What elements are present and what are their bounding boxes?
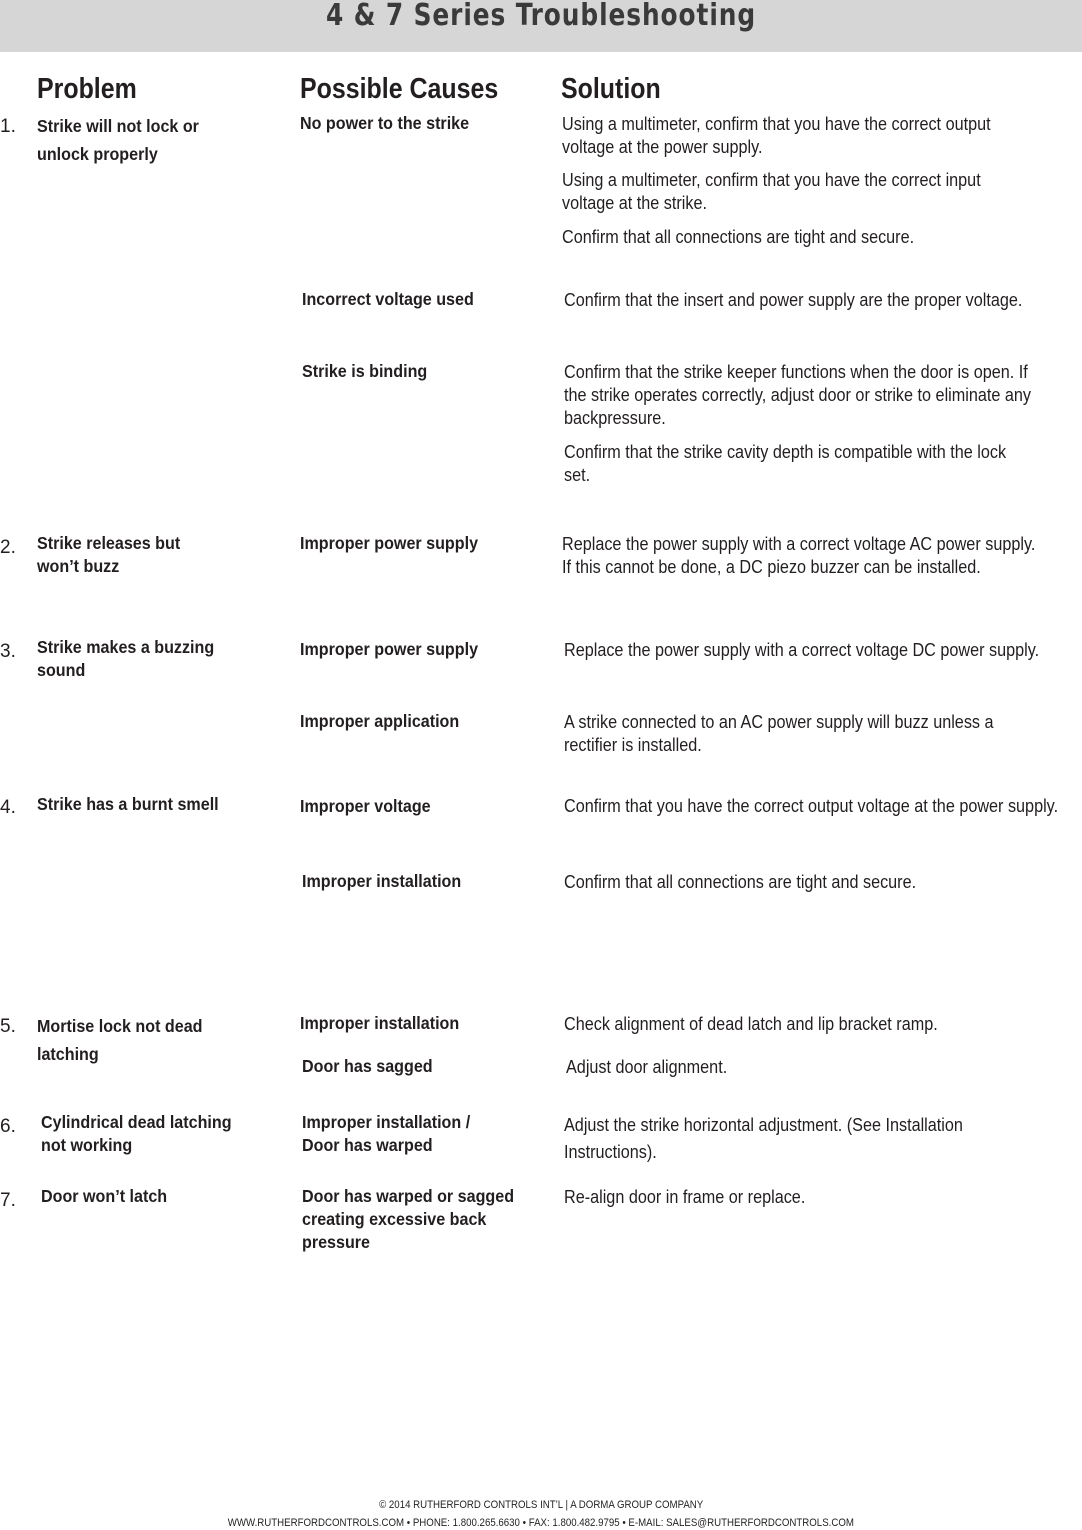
- row-1-solution-3a: Confirm that the strike keeper functions when the door is open. If the strike operates correctly, adjust door or strike to eliminate any backpressure.: [564, 362, 1032, 428]
- row-1-problem: Strike will not lock or unlock properly: [37, 116, 199, 164]
- row-4-solution-2: Confirm that all connections are tight and secure.: [564, 872, 917, 892]
- header-solution: Solution: [561, 73, 661, 105]
- row-2-solution: Replace the power supply with a correct voltage AC power supply. If this cannot be done, a DC piezo buzzer can be installed.: [562, 534, 1036, 577]
- row-3-cause-1: Improper power supply: [300, 639, 479, 659]
- row-4-problem: Strike has a burnt smell: [37, 794, 219, 814]
- row-1-number: 1.: [0, 116, 16, 137]
- row-3-solution-1: Replace the power supply with a correct voltage DC power supply.: [564, 640, 1040, 660]
- row-1-cause-2: Incorrect voltage used: [302, 289, 474, 309]
- row-3-number: 3.: [0, 641, 16, 662]
- row-5-cause-1: Improper installation: [300, 1013, 460, 1033]
- header-problem: Problem: [37, 73, 137, 105]
- footer-copyright: © 2014 RUTHERFORD CONTROLS INT’L | A DORMA GROUP COMPANY: [378, 1499, 704, 1511]
- row-4-cause-1: Improper voltage: [300, 796, 431, 816]
- row-5-solution-1: Check alignment of dead latch and lip bracket ramp.: [564, 1014, 938, 1034]
- row-3-problem: Strike makes a buzzing sound: [37, 637, 215, 680]
- row-4-cause-2: Improper installation: [302, 871, 462, 891]
- row-3-cause-2: Improper application: [300, 711, 460, 731]
- row-7-cause: Door has warped or sagged creating excessive back pressure: [302, 1186, 515, 1252]
- row-6-cause: Improper installation / Door has warped: [302, 1112, 471, 1155]
- row-5-problem: Mortise lock not dead latching: [37, 1016, 203, 1064]
- row-7-solution: Re-align door in frame or replace.: [564, 1187, 806, 1207]
- row-4-number: 4.: [0, 797, 16, 818]
- row-1-solution-1a: Using a multimeter, confirm that you have the correct output voltage at the power supply.: [562, 114, 991, 157]
- row-7-problem: Door won’t latch: [41, 1186, 168, 1206]
- header-possible-causes: Possible Causes: [300, 73, 499, 105]
- page-title: 4 & 7 Series Troubleshooting: [325, 0, 757, 33]
- row-5-cause-2: Door has sagged: [302, 1056, 433, 1076]
- row-1-solution-1c: Confirm that all connections are tight and secure.: [562, 227, 915, 247]
- row-1-cause-3: Strike is binding: [302, 361, 428, 381]
- row-1-solution-1b: Using a multimeter, confirm that you have the correct input voltage at the strike.: [562, 170, 981, 213]
- title-banner: [0, 0, 1082, 52]
- row-2-problem: Strike releases but won’t buzz: [37, 533, 181, 576]
- row-7-number: 7.: [0, 1190, 16, 1211]
- row-2-number: 2.: [0, 537, 16, 558]
- row-6-solution: Adjust the strike horizontal adjustment. (See Installation Instructions).: [564, 1115, 963, 1162]
- row-2-cause: Improper power supply: [300, 533, 479, 553]
- row-5-solution-2: Adjust door alignment.: [566, 1057, 728, 1077]
- row-1-solution-2: Confirm that the insert and power supply are the proper voltage.: [564, 290, 1023, 310]
- row-5-number: 5.: [0, 1016, 16, 1037]
- row-6-number: 6.: [0, 1116, 16, 1137]
- row-1-cause-1: No power to the strike: [300, 113, 470, 133]
- row-1-solution-3b: Confirm that the strike cavity depth is compatible with the lock set.: [564, 442, 1007, 485]
- row-6-problem: Cylindrical dead latching not working: [41, 1112, 232, 1155]
- row-4-solution-1: Confirm that you have the correct output voltage at the power supply.: [564, 796, 1059, 816]
- row-3-solution-2: A strike connected to an AC power supply will buzz unless a rectifier is installed.: [564, 712, 994, 755]
- footer-contact: WWW.RUTHERFORDCONTROLS.COM • PHONE: 1.800.265.6630 • FAX: 1.800.482.9795 • E-MAIL: SALES@RUTHERFORDCONTROLS.COM: [227, 1517, 855, 1529]
